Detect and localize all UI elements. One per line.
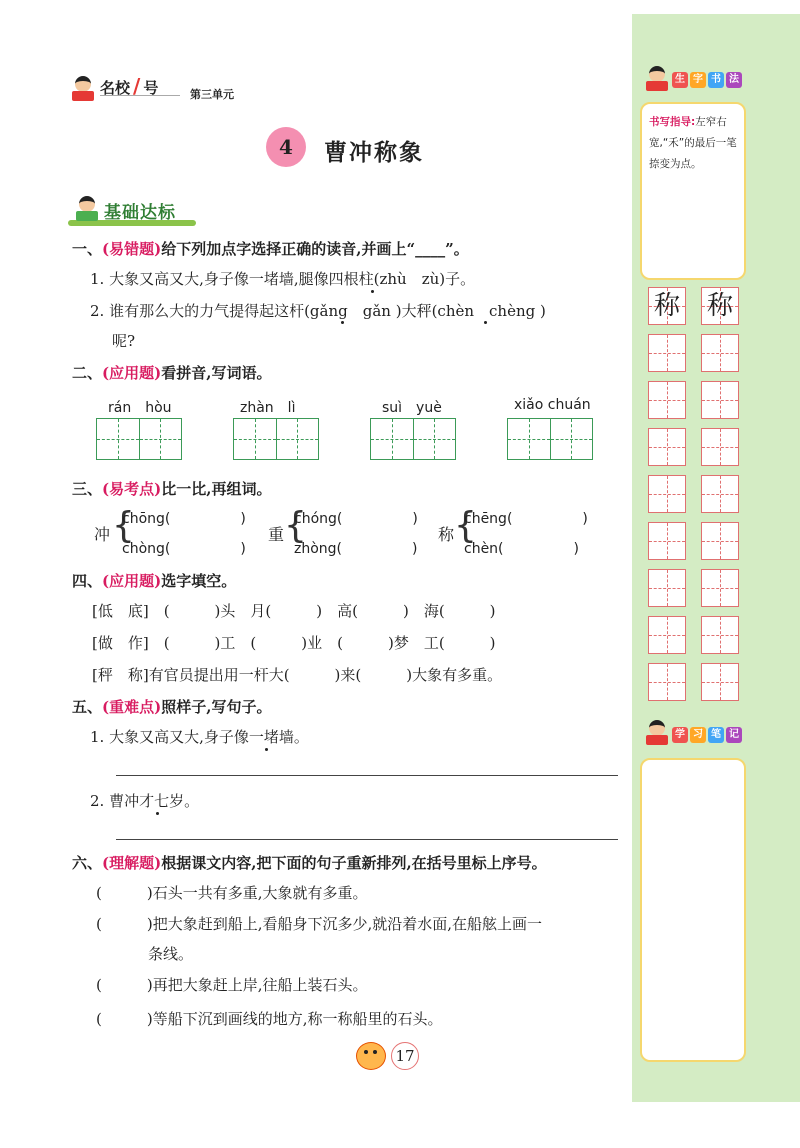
compare-entry: chēng( ) (464, 511, 588, 527)
q1-sentence-1: 1. 大象又高又大,身子像一堵墙,腿像四根柱(zhù zù)子。 (90, 270, 476, 288)
answer-line[interactable] (116, 839, 618, 840)
tiger-icon (352, 1040, 388, 1072)
section-banner-text: 基础达标 (104, 203, 176, 223)
compare-char: 称 (438, 525, 455, 544)
header-underline (100, 95, 180, 96)
model-char-cell: 称 (648, 287, 686, 325)
practice-cell[interactable] (648, 334, 686, 372)
mascot-icon (646, 720, 668, 746)
compare-entry: zhòng( ) (294, 541, 418, 557)
compare-entry: chóng( ) (294, 511, 418, 527)
writing-box[interactable] (233, 418, 319, 460)
practice-cell[interactable] (701, 522, 739, 560)
brace-icon: { (454, 505, 477, 546)
q1-sentence-2-cont: 呢? (112, 332, 136, 350)
writing-box[interactable] (370, 418, 456, 460)
emphasis-dot (484, 321, 487, 324)
writing-tag: 生 字 书 法 (672, 72, 742, 88)
practice-cell[interactable] (701, 616, 739, 654)
practice-cell[interactable] (648, 428, 686, 466)
practice-cell[interactable] (648, 663, 686, 701)
brace-icon: { (284, 505, 307, 546)
practice-cell[interactable] (701, 663, 739, 701)
practice-cell[interactable] (701, 475, 739, 513)
pinyin-label: rán hòu (108, 400, 172, 416)
practice-cell[interactable] (701, 569, 739, 607)
q5-example-2: 2. 曹冲才七岁。 (90, 792, 200, 810)
page-number: 17 (391, 1042, 419, 1070)
pinyin-label: zhàn lì (240, 400, 296, 416)
emphasis-dot (156, 812, 159, 815)
q3-heading: 三、(易考点)比一比,再组词。 (72, 480, 272, 498)
order-item: ( )把大象赶到船上,看船身下沉多少,就沿着水面,在船舷上画一 (96, 915, 543, 933)
writing-guide-box: 书写指导:左窄右宽,“禾”的最后一笔捺变为点。 (640, 102, 746, 280)
q1-sentence-2: 2. 谁有那么大的力气提得起这杆(gǎng gǎn )大秤(chèn chèng ) (90, 302, 546, 320)
pinyin-label: xiǎo chuán (514, 397, 591, 413)
practice-cell[interactable] (701, 334, 739, 372)
mascot-icon (646, 66, 668, 92)
practice-cell[interactable] (701, 428, 739, 466)
practice-cell[interactable] (701, 381, 739, 419)
compare-entry: chòng( ) (122, 541, 246, 557)
emphasis-dot (341, 321, 344, 324)
lesson-number: 4 (279, 135, 293, 159)
compare-entry: chèn( ) (464, 541, 579, 557)
answer-line[interactable] (116, 775, 618, 776)
brace-icon: { (112, 505, 135, 546)
practice-cell[interactable] (648, 381, 686, 419)
lesson-number-badge (266, 127, 306, 167)
q5-heading: 五、(重难点)照样子,写句子。 (72, 698, 272, 716)
compare-entry: chōng( ) (122, 511, 246, 527)
practice-cell[interactable] (648, 522, 686, 560)
practice-cell[interactable] (648, 569, 686, 607)
q6-heading: 六、(理解题)根据课文内容,把下面的句子重新排列,在括号里标上序号。 (72, 854, 547, 872)
fill-row: [做 作] ( )工 ( )业 ( )梦 工( ) (92, 634, 496, 652)
order-item: ( )再把大象赶上岸,往船上装石头。 (96, 976, 368, 994)
unit-label: 第三单元 (190, 88, 234, 101)
section-banner (68, 198, 198, 228)
order-item: ( )等船下沉到画线的地方,称一称船里的石头。 (96, 1010, 443, 1028)
mascot-icon (76, 196, 98, 222)
mascot-icon (72, 76, 94, 102)
order-item-cont: 条线。 (148, 945, 194, 963)
writing-box[interactable] (507, 418, 593, 460)
order-item: ( )石头一共有多重,大象就有多重。 (96, 884, 368, 902)
brand-logo: 名校 / 号 (100, 74, 159, 98)
lesson-title: 曹冲称象 (324, 139, 424, 166)
notes-tag: 学 习 笔 记 (672, 727, 742, 743)
study-notes-box[interactable] (640, 758, 746, 1062)
model-char-cell: 称 (701, 287, 739, 325)
q2-heading: 二、(应用题)看拼音,写词语。 (72, 364, 272, 382)
fill-row: [秤 称]有官员提出用一杆大( )来( )大象有多重。 (92, 666, 503, 684)
emphasis-dot (371, 290, 374, 293)
writing-box[interactable] (96, 418, 182, 460)
fill-row: [低 底] ( )头 月( ) 高( ) 海( ) (92, 602, 496, 620)
q4-heading: 四、(应用题)选字填空。 (72, 572, 237, 590)
practice-cell[interactable] (648, 616, 686, 654)
q1-heading: 一、(易错题)给下列加点字选择正确的读音,并画上“____”。 (72, 240, 469, 258)
pinyin-label: suì yuè (382, 400, 442, 416)
compare-char: 冲 (94, 525, 111, 544)
emphasis-dot (265, 748, 268, 751)
practice-cell[interactable] (648, 475, 686, 513)
compare-char: 重 (268, 525, 285, 544)
q5-example-1: 1. 大象又高又大,身子像一堵墙。 (90, 728, 309, 746)
